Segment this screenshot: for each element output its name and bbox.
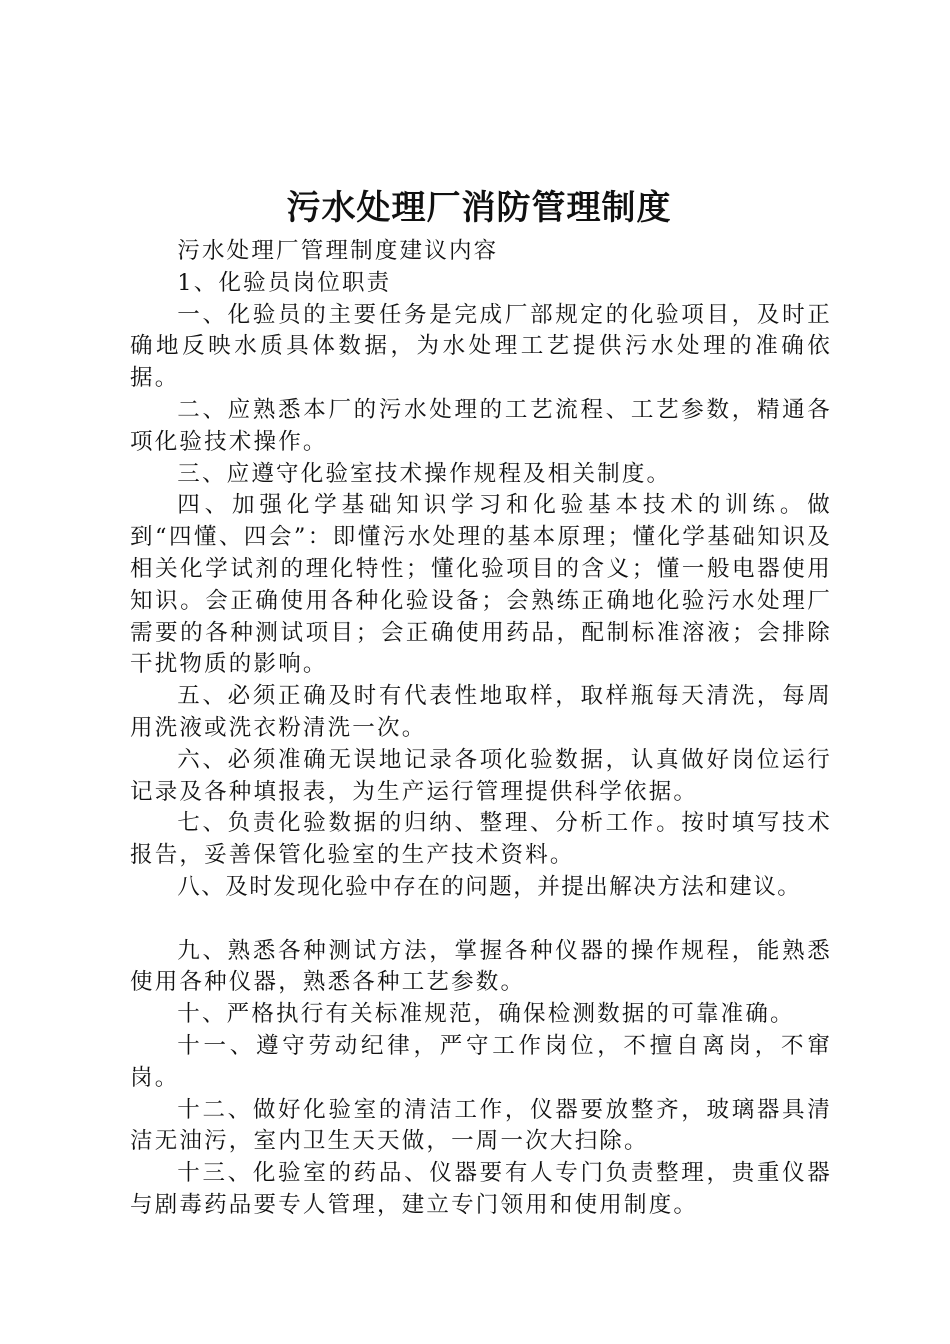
paragraph-item-13: 十三、化验室的药品、仪器要有人专门负责整理，贵重仪器与剧毒药品要专人管理，建立专门领用和使用制度。: [130, 1160, 832, 1218]
paragraph-item-9: 九、熟悉各种测试方法，掌握各种仪器的操作规程，能熟悉使用各种仪器，熟悉各种工艺参数。: [130, 937, 832, 996]
paragraph-item-1: 一、化验员的主要任务是完成厂部规定的化验项目，及时正确地反映水质具体数据，为水处理工艺提供污水处理的准确依据。: [130, 301, 832, 392]
paragraph-item-7: 七、负责化验数据的归纳、整理、分析工作。按时填写技术报告，妥善保管化验室的生产技术资料。: [130, 810, 832, 869]
paragraph-item-5: 五、必须正确及时有代表性地取样，取样瓶每天清洗，每周用洗液或洗衣粉清洗一次。: [130, 683, 832, 741]
document-body: [130, 236, 832, 1222]
paragraph-intro: 污水处理厂管理制度建议内容: [177, 238, 499, 264]
blank-line: [130, 904, 832, 936]
document-title: 污水处理厂消防管理制度: [286, 188, 672, 228]
paragraph-item-11: 十一、遵守劳动纪律，严守工作岗位，不擅自离岗，不窜岗。: [130, 1032, 832, 1091]
paragraph-item-12: 十二、做好化验室的清洁工作，仪器要放整齐，玻璃器具清洁无油污，室内卫生天天做，一周一次大扫除。: [130, 1096, 832, 1155]
paragraph-item-2: 二、应熟悉本厂的污水处理的工艺流程、工艺参数，精通各项化验技术操作。: [130, 396, 832, 455]
paragraph-item-8: 八、及时发现化验中存在的问题，并提出解决方法和建议。: [177, 873, 802, 900]
paragraph-item-10: 十、严格执行有关标准规范，确保检测数据的可靠准确。: [177, 1001, 795, 1028]
paragraph-section-heading: 1、化验员岗位职责: [177, 269, 392, 296]
paragraph-item-3: 三、应遵守化验室技术操作规程及相关制度。: [177, 460, 672, 487]
paragraph-item-6: 六、必须准确无误地记录各项化验数据，认真做好岗位运行记录及各种填报表，为生产运行管理提供科学依据。: [130, 746, 832, 805]
paragraph-item-4: 四、加强化学基础知识学习和化验基本技术的训练。做到“四懂、四会”：即懂污水处理的基本原理；懂化学基础知识及相关化学试剂的理化特性；懂化验项目的含义；懂一般电器使用知识。会正确使用各种化验设备；会熟练正确地化验污水处理厂需要的各种测试项目；会正确使用药品，配制标准溶液；会排除干扰物质的影响。: [130, 492, 832, 678]
